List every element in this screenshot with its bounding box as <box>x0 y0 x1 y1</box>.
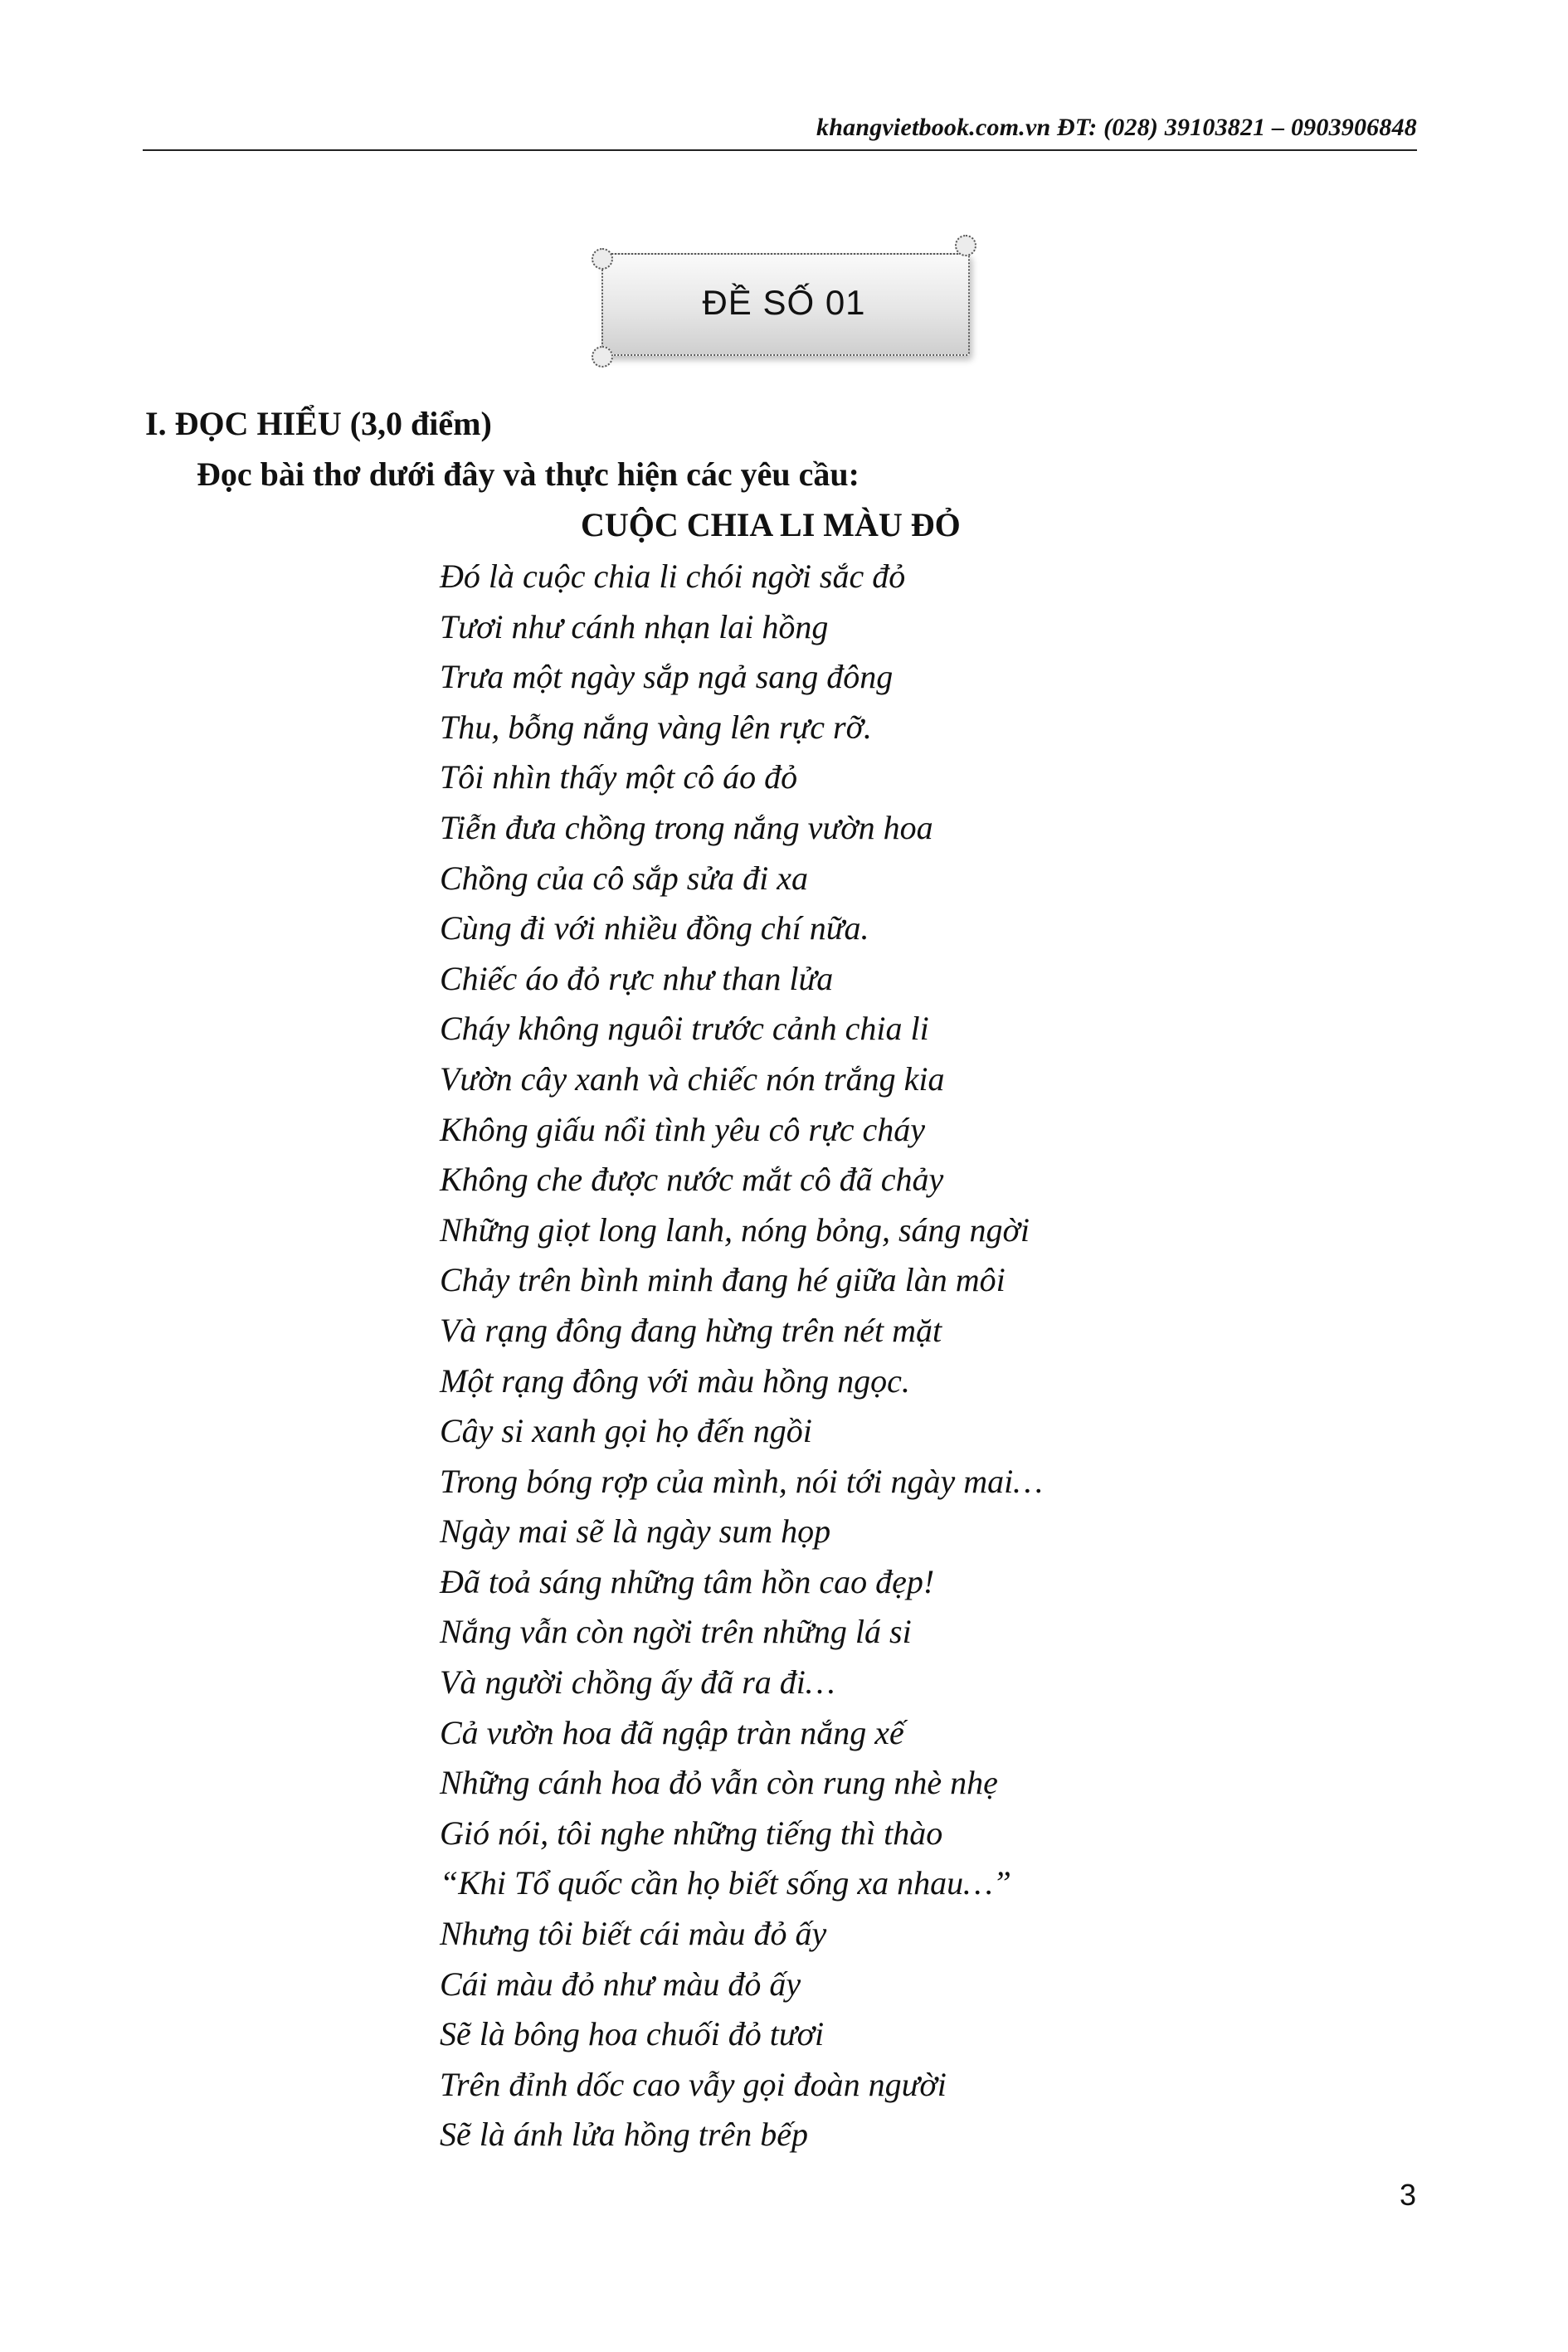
poem-line: Trong bóng rợp của mình, nói tới ngày mai… <box>440 1462 1043 1500</box>
poem-line: “Khi Tổ quốc cần họ biết sống xa nhau…” <box>440 1864 1011 1902</box>
poem-line: Ngày mai sẽ là ngày sum họp <box>440 1512 831 1551</box>
poem-line: Những giọt long lanh, nóng bỏng, sáng ngời <box>440 1210 1030 1249</box>
poem-title: CUỘC CHIA LI MÀU ĐỎ <box>581 506 961 543</box>
poem-line: Thu, bỗng nắng vàng lên rực rỡ. <box>440 708 872 746</box>
exam-title: ĐỀ SỐ 01 <box>702 283 866 322</box>
poem-line: Chiếc áo đỏ rực như than lửa <box>440 959 834 997</box>
poem-line: Trên đỉnh dốc cao vẫy gọi đoàn người <box>440 2065 947 2103</box>
poem-line: Không giấu nổi tình yêu cô rực cháy <box>440 1110 926 1148</box>
poem-line: Chồng của cô sắp sửa đi xa <box>440 859 809 897</box>
poem-line: Tiễn đưa chồng trong nắng vườn hoa <box>440 808 933 846</box>
page-number: 3 <box>1399 2178 1416 2212</box>
poem-body <box>440 552 1043 2160</box>
poem-line: Đã toả sáng những tâm hồn cao đẹp! <box>440 1562 935 1600</box>
poem-line: Nắng vẫn còn ngời trên những lá si <box>440 1613 912 1651</box>
poem-line: Nhưng tôi biết cái màu đỏ ấy <box>440 1915 827 1953</box>
poem-line: Cả vườn hoa đã ngập tràn nắng xế <box>440 1713 904 1751</box>
poem-line: Vườn cây xanh và chiếc nón trắng kia <box>440 1059 945 1098</box>
poem-line: Sẽ là bông hoa chuối đỏ tươi <box>440 2015 825 2053</box>
section-heading: I. ĐỌC HIỂU (3,0 điểm) <box>145 405 492 442</box>
poem-line: Một rạng đông với màu hồng ngọc. <box>440 1361 910 1400</box>
poem-line: Những cánh hoa đỏ vẫn còn rung nhè nhẹ <box>440 1764 998 1802</box>
exam-title-banner <box>585 236 985 377</box>
poem-line: Và người chồng ấy đã ra đi… <box>440 1663 835 1702</box>
page-header: khangvietbook.com.vn ĐT: (028) 39103821 – 0903906848 <box>816 114 1417 141</box>
poem-line: Gió nói, tôi nghe những tiếng thì thào <box>440 1814 943 1852</box>
poem-line: Sẽ là ánh lửa hồng trên bếp <box>440 2116 808 2154</box>
poem-line: Và rạng đông đang hừng trên nét mặt <box>440 1311 942 1349</box>
header-divider <box>143 149 1417 151</box>
poem-line: Chảy trên bình minh đang hé giữa làn môi <box>440 1261 1006 1299</box>
poem-line: Không che được nước mắt cô đã chảy <box>440 1161 944 1199</box>
poem-line: Trưa một ngày sắp ngả sang đông <box>440 658 894 696</box>
poem-line: Tươi như cánh nhạn lai hồng <box>440 607 829 645</box>
section-instruction: Đọc bài thơ dưới đây và thực hiện các yêu cầu: <box>197 455 859 493</box>
poem-line: Cái màu đỏ như màu đỏ ấy <box>440 1965 801 2003</box>
poem-line: Cùng đi với nhiều đồng chí nữa. <box>440 909 869 947</box>
poem-line: Tôi nhìn thấy một cô áo đỏ <box>440 758 798 796</box>
poem-line: Cây si xanh gọi họ đến ngồi <box>440 1412 812 1450</box>
poem-line: Đó là cuộc chia li chói ngời sắc đỏ <box>440 558 906 595</box>
poem-line: Cháy không nguôi trước cảnh chia li <box>440 1010 929 1048</box>
